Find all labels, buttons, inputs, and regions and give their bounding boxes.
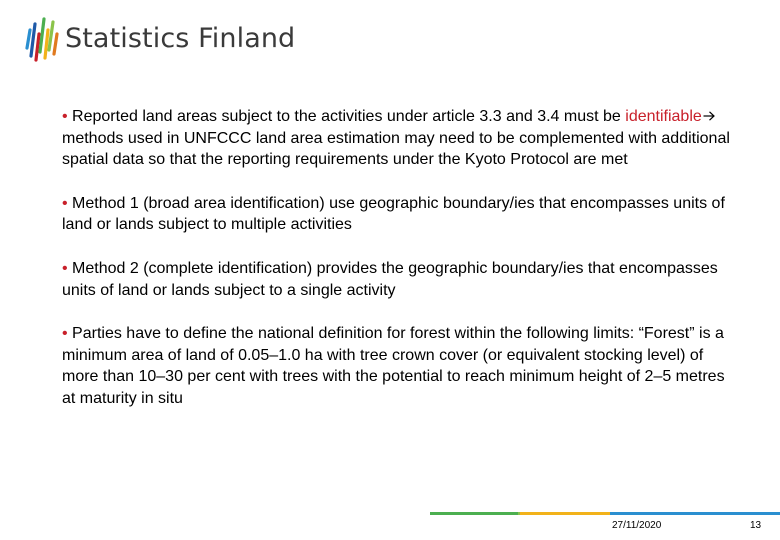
highlighted-term: identifiable [625, 108, 702, 125]
bullet-item [62, 323, 742, 409]
page-number: 13 [750, 520, 762, 531]
logo-text: Statistics Finland [65, 23, 296, 54]
bullet-item [62, 258, 742, 301]
bullet-text: Method 2 (complete identification) provides the geographic boundary/ies that encompasses units of land or lands subject to a single activity [62, 259, 718, 299]
bullet-dot: • [62, 259, 73, 277]
bullet-item [62, 106, 742, 171]
bullet-dot: • [62, 325, 73, 343]
footer-date: 27/11/2020 [612, 520, 662, 531]
bullet-text: methods used in UNFCCC land area estimation may need to be complemented with additional spatial data so that the reporting requirements under the Kyoto Protocol are met [62, 129, 730, 169]
statistics-finland-logo-icon [24, 16, 60, 62]
bullet-dot: • [62, 108, 73, 125]
bullet-text: Reported land areas subject to the activities under article 3.3 and 3.4 must be [72, 108, 626, 125]
bullet-text: Parties have to define the national definition for forest within the following limits: “Forest” is a minimum area of land of 0.05–1.0 ha with tree crown cover (or equivalent stocking level) of more than 10–30 per cent with trees with the potential to reach minimum height of 2–5 metres at maturity in situ [62, 325, 725, 407]
footer-bar-green [430, 512, 518, 515]
footer-bar-blue [610, 512, 780, 515]
bullet-dot: • [62, 194, 73, 212]
bullet-list [62, 106, 742, 410]
bullet-item [62, 193, 742, 236]
bullet-text: Method 1 (broad area identification) use geographic boundary/ies that encompasses units of land or lands subject to multiple activities [62, 194, 725, 234]
right-arrow-icon [703, 110, 715, 122]
footer-bar-yellow [520, 512, 610, 515]
